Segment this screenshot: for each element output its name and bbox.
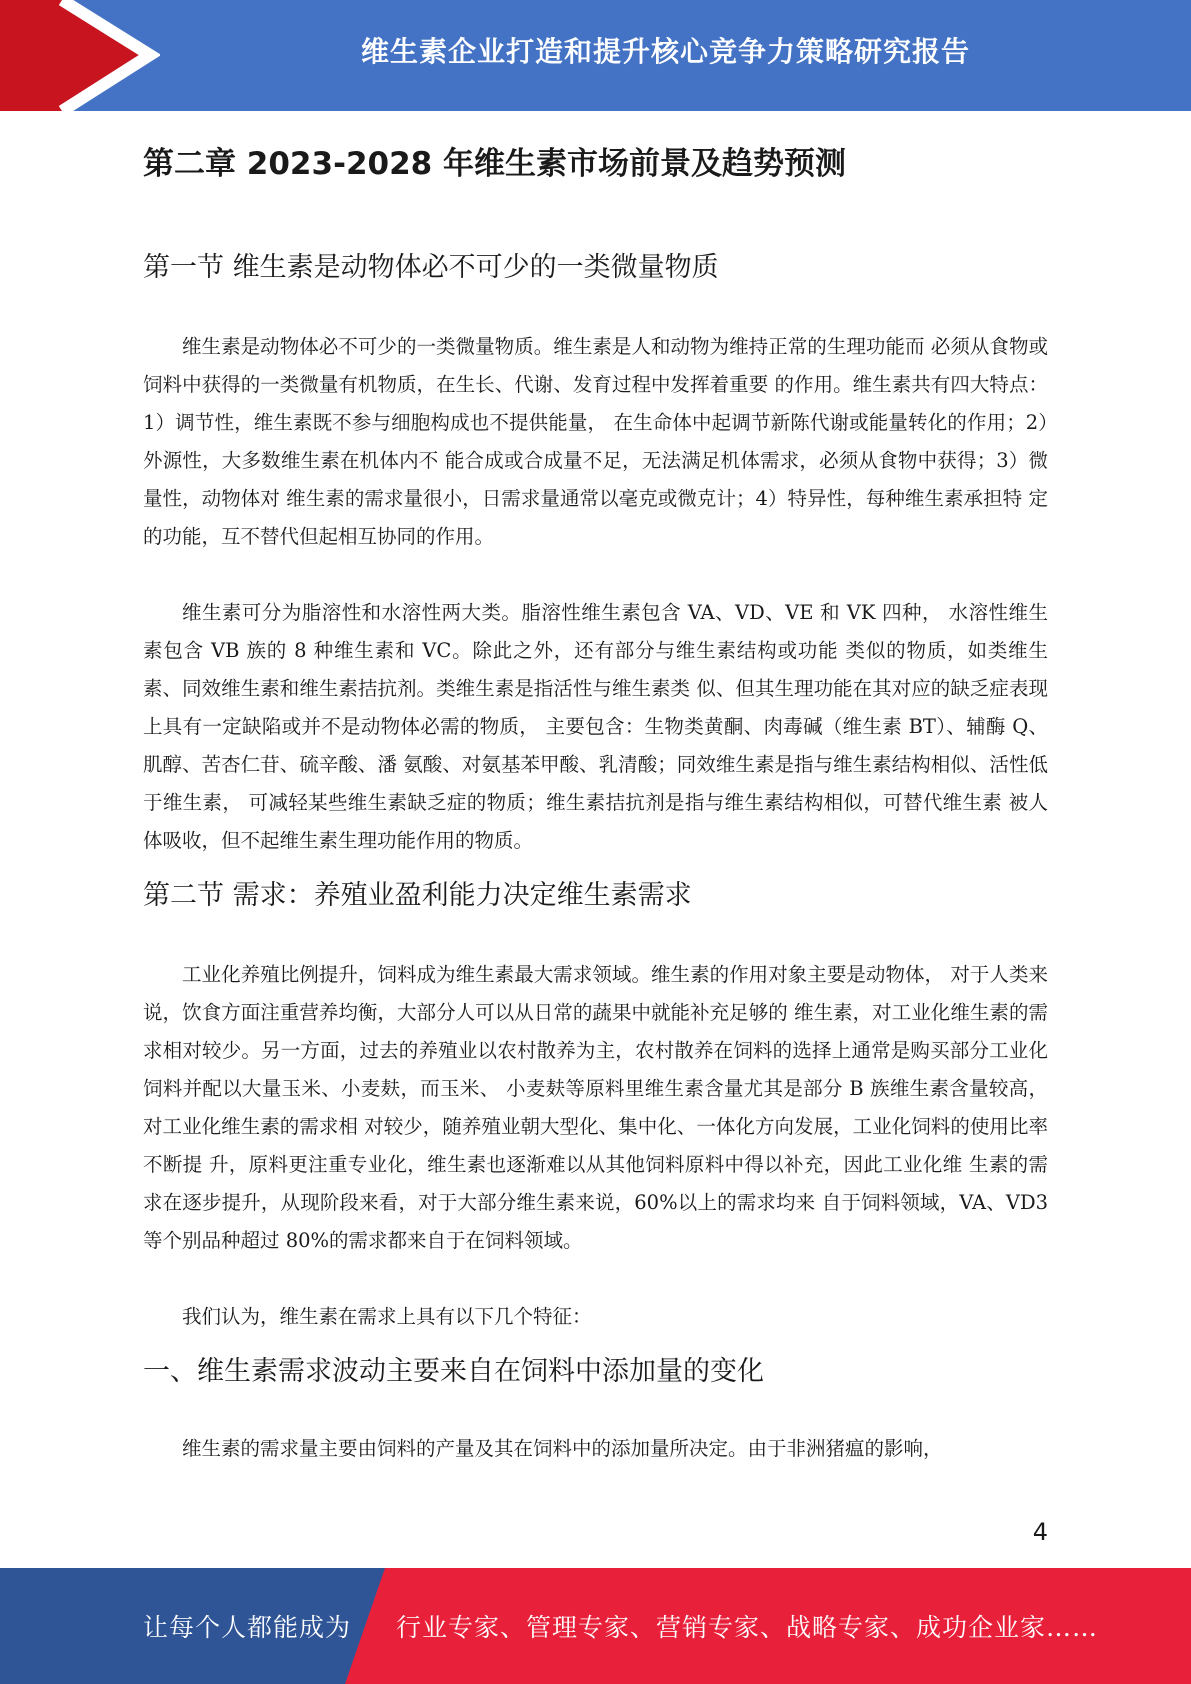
section-2-title: 第二节 需求：养殖业盈利能力决定维生素需求 <box>143 880 692 911</box>
header-red-chevron <box>0 0 150 111</box>
subsection-1-title: 一、维生素需求波动主要来自在饲料中添加量的变化 <box>143 1356 764 1387</box>
page-header <box>0 0 1191 111</box>
section-1-paragraph-1: 维生素是动物体必不可少的一类微量物质。维生素是人和动物为维持正常的生理功能而 必须从食物或饲料中获得的一类微量有机物质，在生长、代谢、发育过程中发挥着重要 的作用。维生素共有四大特点：1）调节性，维生素既不参与细胞构成也不提供能量， 在生命体中起调节新陈代谢或能量转化的作用；2）外源性，大多数维生素在机体内不 能合成或合成量不足，无法满足机体需求，必须从食物中获得；3）微量性，动物体对 维生素的需求量很小，日需求量通常以毫克或微克计；4）特异性，每种维生素承担特 定的功能，互不替代但起相互协同的作用。 <box>143 335 1048 548</box>
section-2-paragraph-1: 工业化养殖比例提升，饲料成为维生素最大需求领域。维生素的作用对象主要是动物体， 对于人类来说，饮食方面注重营养均衡，大部分人可以从日常的蔬果中就能补充足够的 维生素，对工业化维生素的需求相对较少。另一方面，过去的养殖业以农村散养为主，农村散养在饲料的选择上通常是购买部分工业化饲料并配以大量玉米、小麦麸，而玉米、 小麦麸等原料里维生素含量尤其是部分 B 族维生素含量较高，对工业化维生素的需求相 对较少，随养殖业朝大型化、集中化、一体化方向发展，工业化饲料的使用比率不断提 升，原料更注重专业化，维生素也逐渐难以从其他饲料原料中得以补充，因此工业化维 生素的需求在逐步提升，从现阶段来看，对于大部分维生素来说，60%以上的需求均来 自于饲料领域，VA、VD3 等个别品种超过 80%的需求都来自于在饲料领域。 <box>143 963 1048 1252</box>
footer-slogan-right: 行业专家、管理专家、营销专家、战略专家、成功企业家…… <box>396 1613 1099 1642</box>
subsection-1-paragraph-1: 维生素的需求量主要由饲料的产量及其在饲料中的添加量所决定。由于非洲猪瘟的影响， <box>182 1437 943 1460</box>
section-2-paragraph-2: 我们认为，维生素在需求上具有以下几个特征： <box>182 1305 592 1328</box>
section-1-title: 第一节 维生素是动物体必不可少的一类微量物质 <box>143 252 719 283</box>
document-body <box>143 130 1048 1468</box>
page-footer <box>0 1568 1191 1684</box>
page-number: 4 <box>1032 1518 1048 1546</box>
section-1-paragraph-2: 维生素可分为脂溶性和水溶性两大类。脂溶性维生素包含 VA、VD、VE 和 VK 四种， 水溶性维生素包含 VB 族的 8 种维生素和 VC。除此之外，还有部分与维生素结构或功能 类似的物质，如类维生素、同效维生素和维生素拮抗剂。类维生素是指活性与维生素类 似、但其生理功能在其对应的缺乏症表现上具有一定缺陷或并不是动物体必需的物质， 主要包含：生物类黄酮、肉毒碱（维生素 BT）、辅酶 Q、肌醇、苦杏仁苷、硫辛酸、潘 氨酸、对氨基苯甲酸、乳清酸；同效维生素是指与维生素结构相似、活性低于维生素， 可减轻某些维生素缺乏症的物质；维生素拮抗剂是指与维生素结构相似，可替代维生素 被人体吸收，但不起维生素生理功能作用的物质。 <box>143 601 1048 852</box>
chapter-title: 第二章 2023-2028 年维生素市场前景及趋势预测 <box>143 146 847 182</box>
footer-slogan-left: 让每个人都能成为 <box>143 1613 352 1642</box>
header-arrow-decoration <box>0 0 160 111</box>
header-title: 维生素企业打造和提升核心竞争力策略研究报告 <box>360 35 970 68</box>
